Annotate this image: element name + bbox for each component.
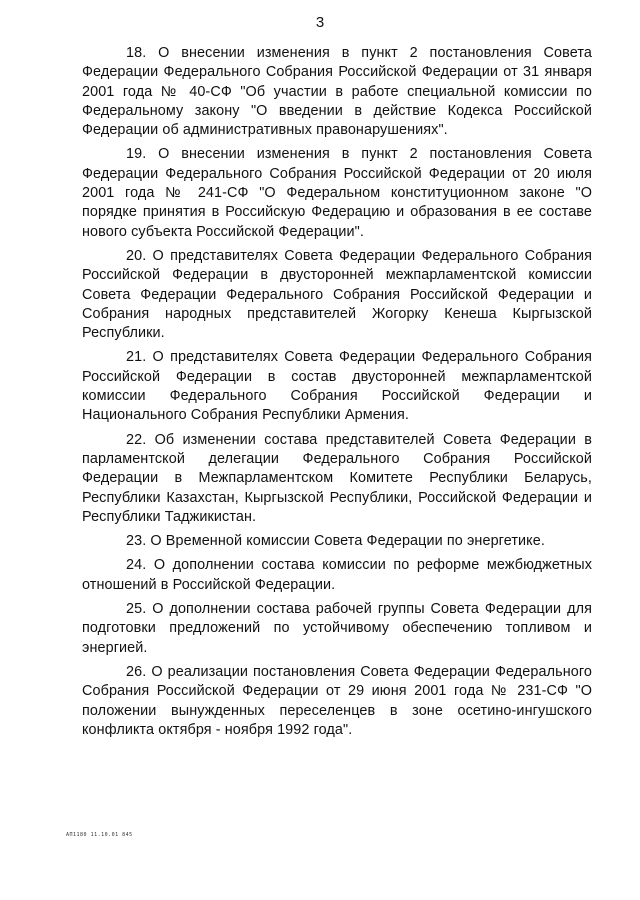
agenda-item-23: 23. О Временной комиссии Совета Федерации по энергетике. bbox=[126, 533, 545, 550]
agenda-item-18: 18. О внесении изменения в пункт 2 постановления Совета Федерации Федерального Собрания Российской Федерации от 31 января 2001 года № 40-СФ "Об участии в работе специальной комиссии по Федеральному закону "О введении в действие Кодекса Российской Федерации об административных правонарушениях". bbox=[82, 45, 592, 139]
agenda-item-25: 25. О дополнении состава рабочей группы Совета Федерации для подготовки предложений по устойчивому обеспечению топливом и энергией. bbox=[82, 601, 592, 656]
agenda-item-24: 24. О дополнении состава комиссии по реформе межбюджетных отношений в Российской Федерации. bbox=[82, 557, 592, 593]
agenda-item-19: 19. О внесении изменения в пункт 2 постановления Совета Федерации Федерального Собрания Российской Федерации от 20 июля 2001 года № 241-СФ "О Федеральном конституционном законе "О порядке принятия в Российскую Федерацию и образования в ее составе нового субъекта Российской Федерации". bbox=[82, 146, 592, 240]
agenda-item-20: 20. О представителях Совета Федерации Федерального Собрания Российской Федерации в двусторонней межпарламентской комиссии Совета Федерации Федерального Собрания Российской Федерации и Собрания народных представителей Жогорку Кенеша Кыргызской Республики. bbox=[82, 247, 592, 342]
page-number: 3 bbox=[315, 14, 325, 31]
agenda-item-22: 22. Об изменении состава представителей Совета Федерации в парламентской делегации Федерального Собрания Российской Федерации в Межпарламентском Комитете Республики Беларусь, Республики Казахстан, Кыргызской Республики, Российской Федерации и Республики Таджикистан. bbox=[82, 431, 592, 525]
footer-code: АП1180 11.10.01 845 bbox=[66, 832, 133, 838]
agenda-list bbox=[82, 44, 592, 745]
agenda-item-21: 21. О представителях Совета Федерации Федерального Собрания Российской Федерации в состав двусторонней межпарламентской комиссии Федерального Собрания Российской Федерации и Национального Собрания Республики Армения. bbox=[82, 349, 592, 424]
agenda-item-26: 26. О реализации постановления Совета Федерации Федерального Собрания Российской Федерации от 29 июня 2001 года № 231-СФ "О положении вынужденных переселенцев в зоне осетино-ингушского конфликта октября - ноября 1992 года". bbox=[82, 663, 592, 738]
